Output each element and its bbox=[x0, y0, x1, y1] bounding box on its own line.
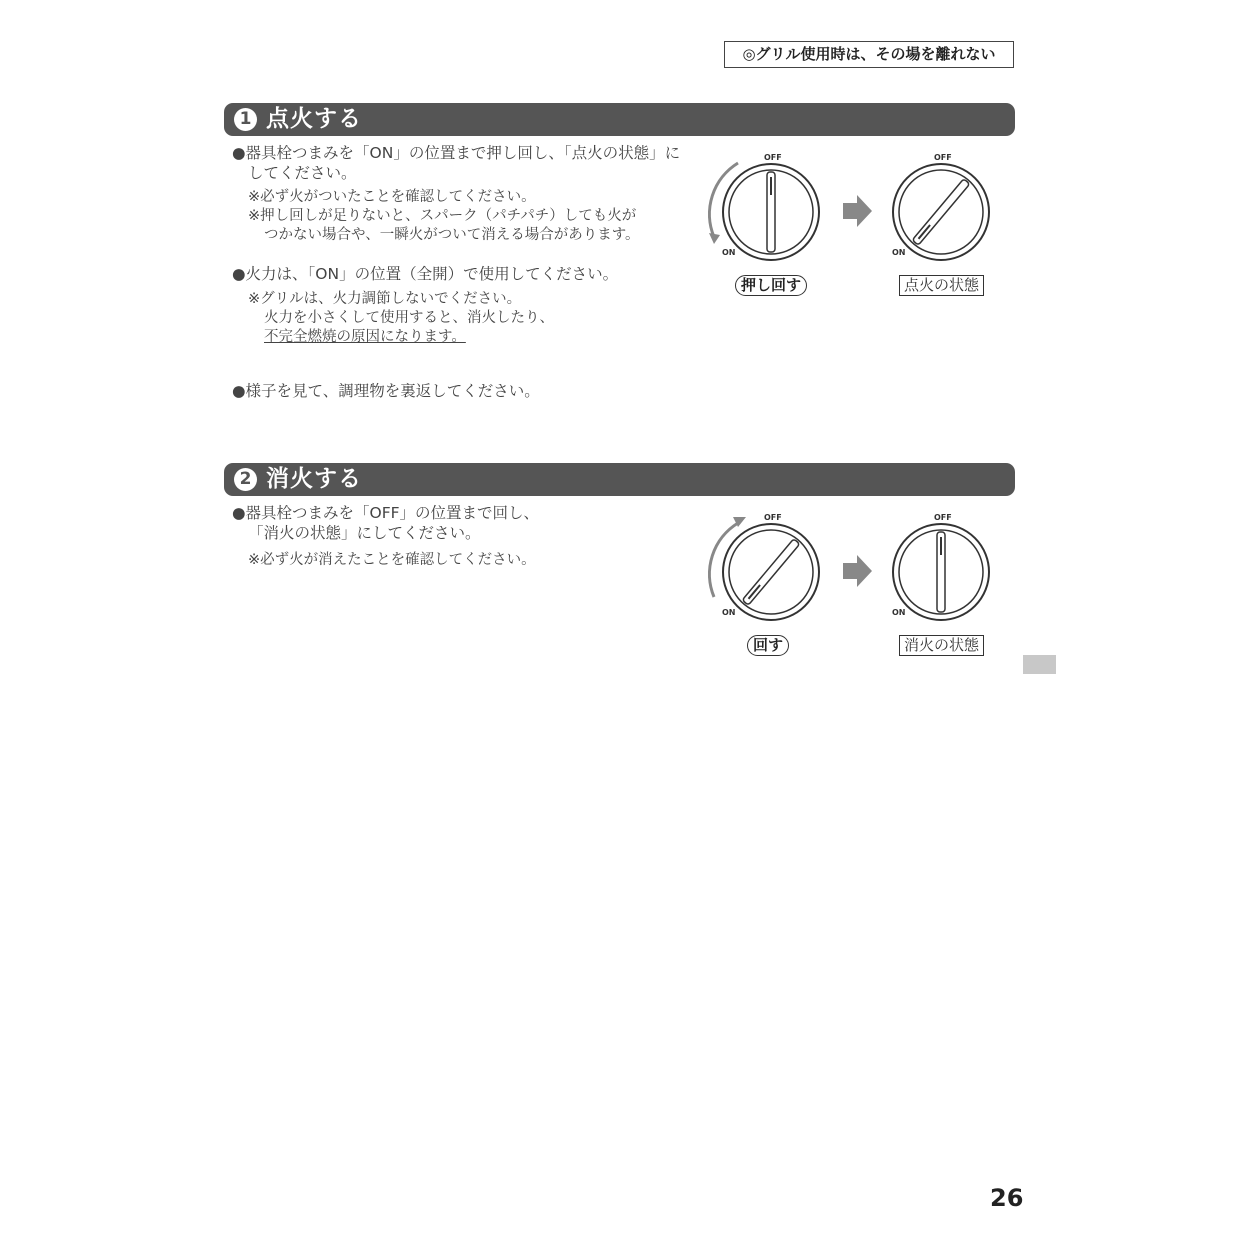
knob-off-position-icon bbox=[892, 513, 989, 620]
step-number-badge: 2 bbox=[234, 468, 257, 491]
right-arrow-icon bbox=[843, 555, 872, 587]
knob-on-label: ON bbox=[892, 248, 906, 257]
knob-on-label: ON bbox=[722, 608, 736, 617]
section-header-ignite bbox=[224, 103, 1015, 136]
knob-off-position-icon bbox=[709, 153, 819, 260]
note-line: ※押し回しが足りないと、スパーク（パチパチ）しても火が bbox=[248, 208, 637, 224]
side-index-tab bbox=[1023, 655, 1056, 674]
knob-off-label: OFF bbox=[934, 153, 952, 162]
instruction-line: してください。 bbox=[248, 164, 357, 182]
section-title: 点火する bbox=[266, 106, 362, 132]
knob-on-label: ON bbox=[722, 248, 736, 257]
knob-diagram-ignite bbox=[700, 145, 1010, 270]
right-arrow-icon bbox=[843, 195, 872, 227]
knob-off-label: OFF bbox=[764, 153, 782, 162]
note-line: つかない場合や、一瞬火がついて消える場合があります。 bbox=[264, 227, 640, 243]
note-line: ※グリルは、火力調節しないでください。 bbox=[248, 291, 522, 307]
knob-off-label: OFF bbox=[764, 513, 782, 522]
caption-turn: 回す bbox=[747, 635, 789, 656]
note-line: ※必ず火がついたことを確認してください。 bbox=[248, 189, 536, 205]
section-title: 消火する bbox=[266, 466, 362, 492]
knob-on-position-icon bbox=[892, 153, 989, 260]
knob-diagram-extinguish bbox=[700, 505, 1010, 630]
notice-box: ◎グリル使用時は、その場を離れない bbox=[724, 41, 1014, 68]
note-line-underlined: 不完全燃焼の原因になります。 bbox=[264, 329, 466, 345]
caption-extinguished-state: 消火の状態 bbox=[899, 635, 984, 656]
caption-push-turn: 押し回す bbox=[735, 275, 807, 296]
note-line: 火力を小さくして使用すると、消火したり、 bbox=[264, 310, 554, 326]
caption-ignited-state: 点火の状態 bbox=[899, 275, 984, 296]
section-header-extinguish bbox=[224, 463, 1015, 496]
step-number-badge: 1 bbox=[234, 108, 257, 131]
instruction-line: 「消火の状態」にしてください。 bbox=[248, 524, 481, 542]
knob-off-label: OFF bbox=[934, 513, 952, 522]
knob-on-label: ON bbox=[892, 608, 906, 617]
page-number: 26 bbox=[990, 1184, 1024, 1212]
instruction-line: ●様子を見て、調理物を裏返してください。 bbox=[232, 382, 540, 400]
note-line: ※必ず火が消えたことを確認してください。 bbox=[248, 552, 536, 568]
rotate-arrow-head-icon bbox=[709, 233, 720, 244]
instruction-line: ●器具栓つまみを「ON」の位置まで押し回し、「点火の状態」に bbox=[232, 144, 681, 162]
instruction-line: ●火力は、「ON」の位置（全開）で使用してください。 bbox=[232, 265, 619, 283]
knob-on-position-icon bbox=[709, 513, 819, 620]
instruction-line: ●器具栓つまみを「OFF」の位置まで回し、 bbox=[232, 504, 540, 522]
